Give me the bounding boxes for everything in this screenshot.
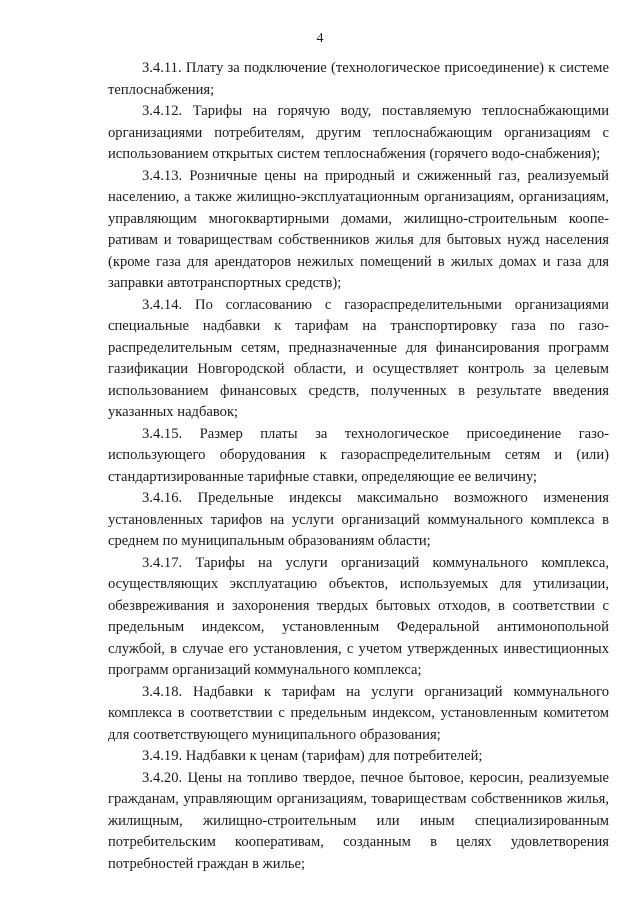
paragraph-3-4-18: 3.4.18. Надбавки к тарифам на услуги организаций коммунального комплекса в соответствии с предельным индексом, установленным комитетом для соответствующего муниципального образования; [108,683,609,743]
paragraph-3-4-17: 3.4.17. Тарифы на услуги организаций коммунального комплекса, осуществляющих эксплуатацию объектов, используемых для утилизации, обезвреживания и захоронения твердых бытовых отходов, в соответствии с предельным индексом, установленным Федеральной антимонопольной службой, в случае его установления, с учетом утвержденных инвестиционных программ организаций коммунального комплекса; [108,554,609,678]
paragraph-3-4-16: 3.4.16. Предельные индексы максимально возможного изменения установленных тарифов на услуги организаций коммунального комплекса в среднем по муниципальным образованиям области; [108,490,609,549]
paragraph-3-4-13: 3.4.13. Розничные цены на природный и сжиженный газ, реализуемый населению, а также жилищно-эксплуатационным организациям, организациям, управляющим многоквартирными домами, жилищно-строительным коопе-ративам и товариществам собственников жилья для бытовых нужд населения (кроме газа для арендаторов нежилых помещений в жилых домах и газа для заправки автотранспортных средств); [108,167,609,291]
paragraph-3-4-14: 3.4.14. По согласованию с газораспределительными организациями специальные надбавки к тарифам на транспортировку газа по газо-распределительным сетям, предназначенные для финансирования программ газификации Новгородской области, и осуществляет контроль за целевым использованием финансовых средств, полученных в результате введения указанных надбавок; [108,296,609,420]
paragraph-3-4-12: 3.4.12. Тарифы на горячую воду, поставляемую теплоснабжающими организациями потребителям, другим теплоснабжающим организациям с использованием открытых систем теплоснабжения (горячего водо-снабжения); [108,103,609,162]
page-number: 4 [316,31,324,46]
paragraph-3-4-19: 3.4.19. Надбавки к ценам (тарифам) для потребителей; [142,748,483,764]
document-body [108,58,609,875]
paragraph-3-4-20: 3.4.20. Цены на топливо твердое, печное бытовое, керосин, реализуемые гражданам, управляющим организациям, товариществам собственников жилья, жилищным, жилищно-строительным или иным специализированным потребительским кооперативам, созданным в целях удовлетворения потребностей граждан в жилье; [108,769,609,872]
paragraph-3-4-15: 3.4.15. Размер платы за технологическое присоединение газо-использующего оборудования к газораспределительным сетям и (или) стандартизированные тарифные ставки, определяющие ее величину; [108,425,609,485]
paragraph-3-4-11: 3.4.11. Плату за подключение (технологическое присоединение) к системе теплоснабжения; [108,60,609,98]
